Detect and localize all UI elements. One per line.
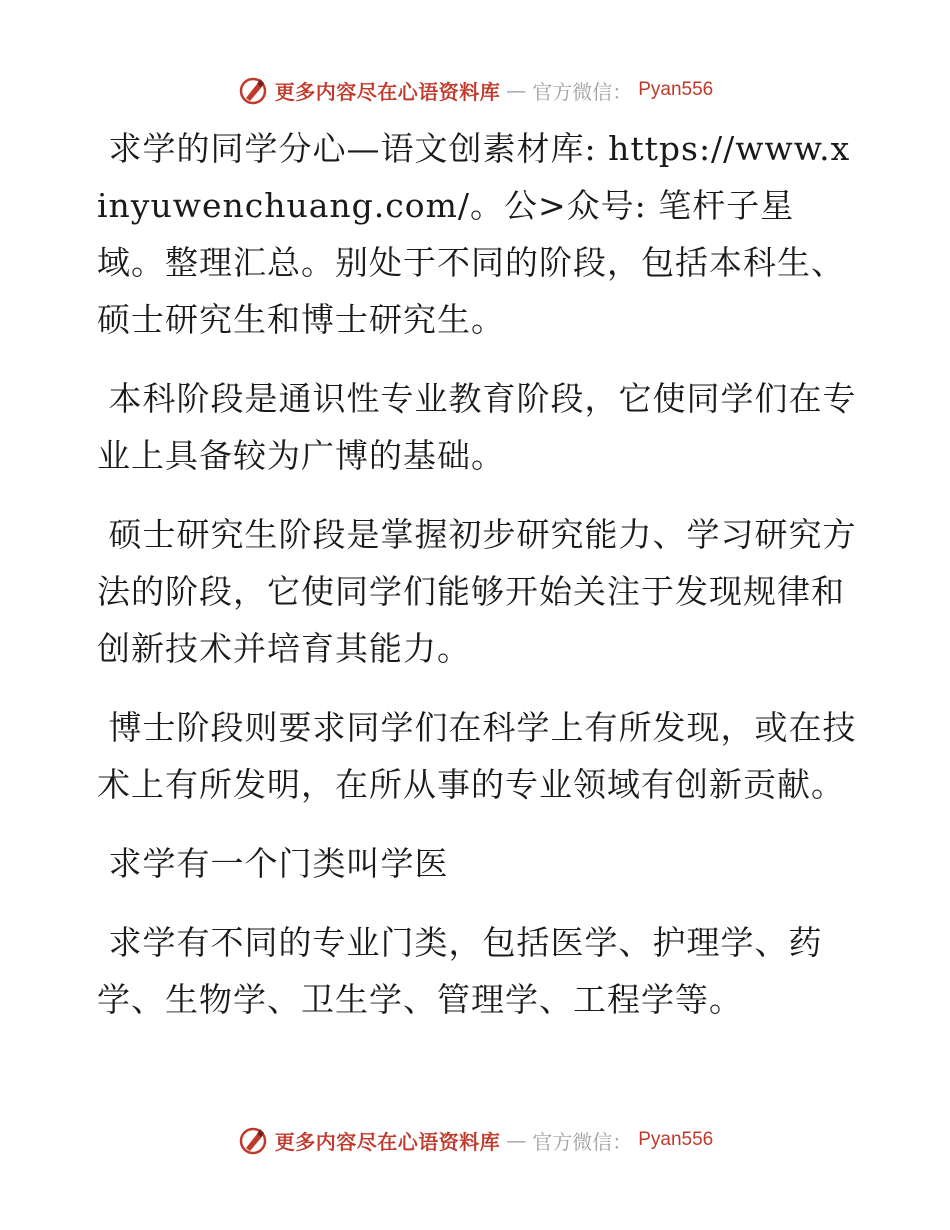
paragraph: 本科阶段是通识性专业教育阶段，它使同学们在专业上具备较为广博的基础。 [97, 379, 857, 475]
footer-handle: Pyan556 [638, 1129, 714, 1150]
paragraph: 求学的同学分心—语文创素材库: https://www.xinyuwenchuang.com/。公>众号: 笔杆子星域。整理汇总。别处于不同的阶段，包括本科生、硕士研究生和博士研究生。 [97, 129, 851, 339]
header-sub-text: 官方微信： [532, 79, 633, 104]
page-footer [0, 1120, 950, 1160]
footer-banner [237, 1124, 714, 1156]
pen-nib-circle-icon [237, 1124, 269, 1156]
paragraph: 求学有不同的专业门类，包括医学、护理学、药学、生物学、卫生学、管理学、工程学等。 [97, 923, 823, 1019]
paragraph: 硕士研究生阶段是掌握初步研究能力、学习研究方法的阶段，它使同学们能够开始关注于发现规律和创新技术并培育其能力。 [97, 515, 857, 668]
footer-main-text: 更多内容尽在心语资料库 [274, 1129, 501, 1154]
header-handle: Pyan556 [638, 79, 714, 100]
paragraph: 博士阶段则要求同学们在科学上有所发现，或在技术上有所发明，在所从事的专业领域有创新贡献。 [97, 708, 857, 804]
page-header [0, 70, 950, 110]
document-body [97, 120, 857, 1050]
footer-sub-text: 官方微信： [532, 1129, 633, 1154]
header-dash: — [506, 78, 527, 102]
header-main-text: 更多内容尽在心语资料库 [274, 79, 501, 104]
pen-nib-circle-icon [237, 74, 269, 106]
footer-dash: — [506, 1128, 527, 1152]
paragraph: 求学有一个门类叫学医 [97, 844, 449, 883]
header-banner [237, 74, 714, 106]
